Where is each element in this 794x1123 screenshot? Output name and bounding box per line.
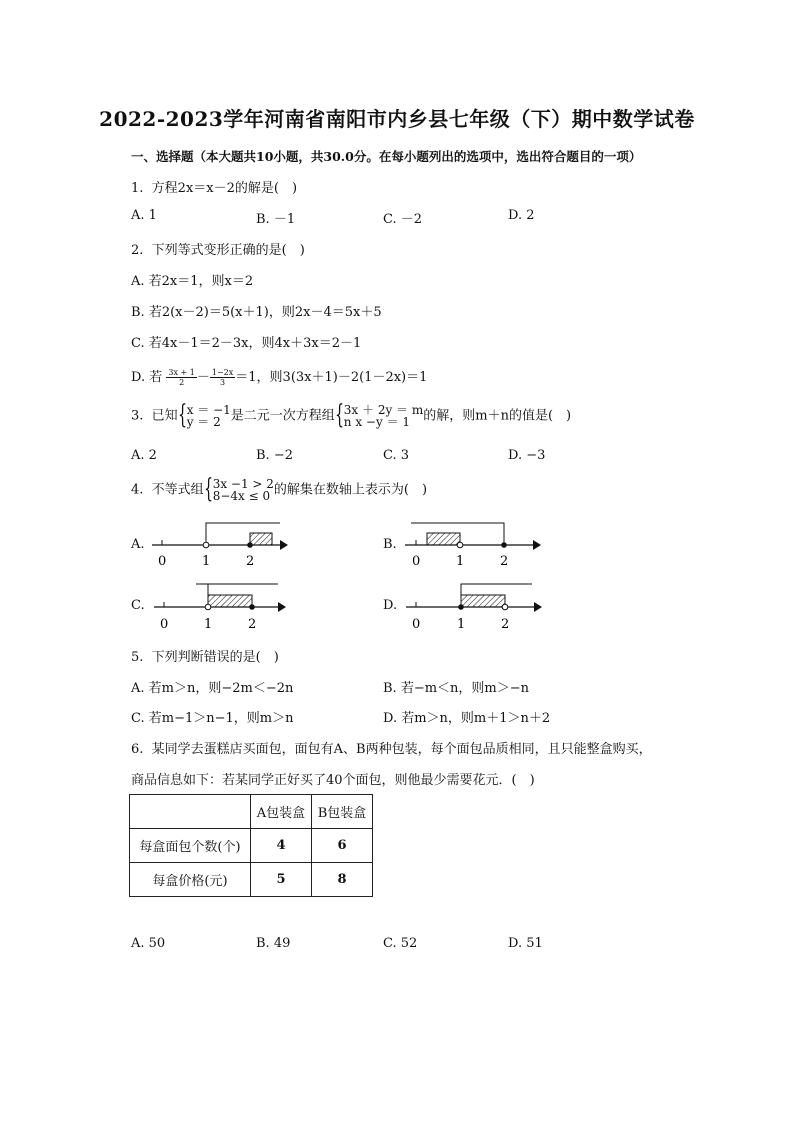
fraction-numerator: 3x + 1: [168, 368, 195, 377]
question-stem-prefix: 不等式组: [151, 482, 204, 498]
q4-option-b-numberline: [403, 518, 548, 573]
question-stem: 方程2x＝x－2的解是( ): [151, 181, 298, 196]
hatched-region: [208, 595, 252, 607]
page-title: 2022-2023学年河南省南阳市内乡县七年级（下）期中数学试卷: [99, 107, 695, 131]
table-cell: 每盒价格(元): [130, 863, 251, 897]
table-row: [130, 829, 373, 863]
q6-option-a: A. 50: [131, 936, 166, 951]
q1-option-c: C. －2: [383, 212, 423, 227]
question-4: [131, 478, 427, 502]
fraction-denominator: 3: [220, 378, 226, 387]
q3-option-a: A. 2: [131, 448, 157, 463]
q5-option-b: B. 若−m＜n，则m＞−n: [383, 681, 530, 696]
option-d-prefix: D. 若: [131, 370, 163, 385]
q5-option-a: A. 若m＞n，则−2m＜−2n: [131, 681, 294, 696]
tick-label: 0: [158, 554, 167, 569]
tick-label: 2: [248, 617, 257, 632]
question-stem: 下列等式变形正确的是( ): [151, 243, 305, 258]
hatched-region: [427, 533, 460, 545]
equation-system: [335, 404, 423, 428]
arrow-head: [280, 540, 288, 550]
q3-option-c: C. 3: [383, 448, 410, 463]
question-2: [131, 239, 305, 258]
open-point: [502, 604, 508, 610]
system-line: y ＝ 2: [186, 415, 221, 429]
system-line: { 3x ＋ 2y ＝ m: [343, 403, 424, 417]
tick-label: 1: [457, 617, 466, 632]
q1-option-b: B. －1: [256, 212, 296, 227]
q1-option-d: D. 2: [508, 208, 535, 223]
q4-option-c-numberline: [152, 579, 292, 634]
table-cell: 6: [312, 829, 373, 863]
inequality-system: [204, 478, 274, 502]
q4-option-a-numberline: [150, 518, 290, 573]
hatched-region: [461, 595, 505, 607]
q4-option-c-label: C.: [131, 598, 145, 613]
table-cell: 4: [251, 829, 312, 863]
q4-option-d-numberline: [404, 579, 549, 634]
question-stem: 下列判断错误的是( ): [151, 650, 279, 665]
open-point: [457, 542, 463, 548]
q3-option-d: D. −3: [508, 448, 546, 463]
table-header-cell: B包装盒: [312, 795, 373, 829]
open-point: [203, 542, 209, 548]
fraction-denominator: 2: [179, 378, 185, 387]
question-1: [131, 177, 297, 196]
tick-label: 2: [500, 554, 509, 569]
q2-option-c: C. 若4x－1＝2－3x，则4x＋3x＝2－1: [131, 336, 362, 351]
solid-point: [249, 604, 255, 610]
table-header-row: [130, 795, 373, 829]
arrow-head: [278, 602, 286, 612]
question-5: [131, 646, 279, 665]
hatched-region: [250, 533, 272, 545]
table-header-cell: [130, 795, 251, 829]
tick-label: 1: [202, 554, 211, 569]
system-line: { 3x −1 > 2: [212, 477, 274, 491]
q2-option-b: B. 若2(x－2)＝5(x＋1)，则2x－4＝5x＋5: [131, 305, 382, 320]
fraction: [166, 368, 196, 387]
fraction: [210, 368, 235, 387]
system-line: { x ＝ −1: [186, 403, 231, 417]
question-number: 4.: [131, 482, 144, 498]
tick-label: 0: [412, 554, 421, 569]
q3-option-b: B. −2: [256, 448, 293, 463]
section-heading: 一、选择题（本大题共10小题，共30.0分。在每小题列出的选项中，选出符合题目的一项）: [131, 149, 642, 164]
q2-option-a: A. 若2x＝1，则x＝2: [131, 274, 254, 289]
tick-label: 0: [160, 617, 169, 632]
minus-sign: －: [196, 370, 210, 385]
question-number: 5.: [131, 650, 144, 665]
tick-label: 1: [204, 617, 213, 632]
question-stem-suffix: 的解，则m＋n的值是( ): [423, 408, 572, 424]
q5-option-d: D. 若m＞n，则m＋1＞n＋2: [383, 711, 551, 726]
arrow-head: [534, 602, 542, 612]
question-3: [131, 404, 571, 428]
question-number: 2.: [131, 243, 144, 258]
question-6-line2: 商品信息如下：若某同学正好买了40个面包，则他最少需要花元．( ): [131, 773, 535, 788]
q5-option-c: C. 若m−1＞n−1，则m＞n: [131, 711, 294, 726]
q6-option-d: D. 51: [508, 936, 543, 951]
question-number: 1.: [131, 181, 144, 196]
q4-option-a-label: A.: [131, 537, 145, 552]
q1-option-a: A. 1: [131, 208, 157, 223]
product-info-table: [129, 794, 373, 897]
system-line: n x −y ＝ 1: [343, 415, 411, 429]
question-stem-prefix: 已知: [151, 408, 178, 424]
question-number: 6.: [131, 742, 144, 757]
question-number: 3.: [131, 408, 144, 424]
q4-option-b-label: B.: [383, 537, 397, 552]
system-line: 8−4x ≤ 0: [212, 489, 271, 503]
tick-label: 0: [412, 617, 421, 632]
solid-point: [501, 542, 507, 548]
q4-option-d-label: D.: [383, 598, 398, 613]
table-header-cell: A包装盒: [251, 795, 312, 829]
fraction-numerator: 1−2x: [211, 368, 234, 377]
tick-label: 1: [456, 554, 465, 569]
tick-label: 2: [246, 554, 255, 569]
option-d-rest: ＝1，则3(3x＋1)－2(1－2x)＝1: [235, 370, 428, 385]
arrow-head: [533, 540, 541, 550]
q6-option-c: C. 52: [383, 936, 418, 951]
solid-point: [458, 604, 464, 610]
open-point: [205, 604, 211, 610]
solid-point: [247, 542, 253, 548]
table-cell: 8: [312, 863, 373, 897]
q6-option-b: B. 49: [256, 936, 291, 951]
tick-label: 2: [501, 617, 510, 632]
table-cell: 5: [251, 863, 312, 897]
table-row: [130, 863, 373, 897]
question-stem-middle: 是二元一次方程组: [230, 408, 335, 424]
equation-system: [178, 404, 231, 428]
question-6: [131, 738, 652, 757]
table-cell: 每盒面包个数(个): [130, 829, 251, 863]
question-stem-suffix: 的解集在数轴上表示为( ): [273, 482, 428, 498]
q2-option-d: [131, 366, 427, 387]
question-stem-line1: 某同学去蛋糕店买面包，面包有A、B两种包装，每个面包品质相同，且只能整盒购买，: [151, 742, 652, 757]
